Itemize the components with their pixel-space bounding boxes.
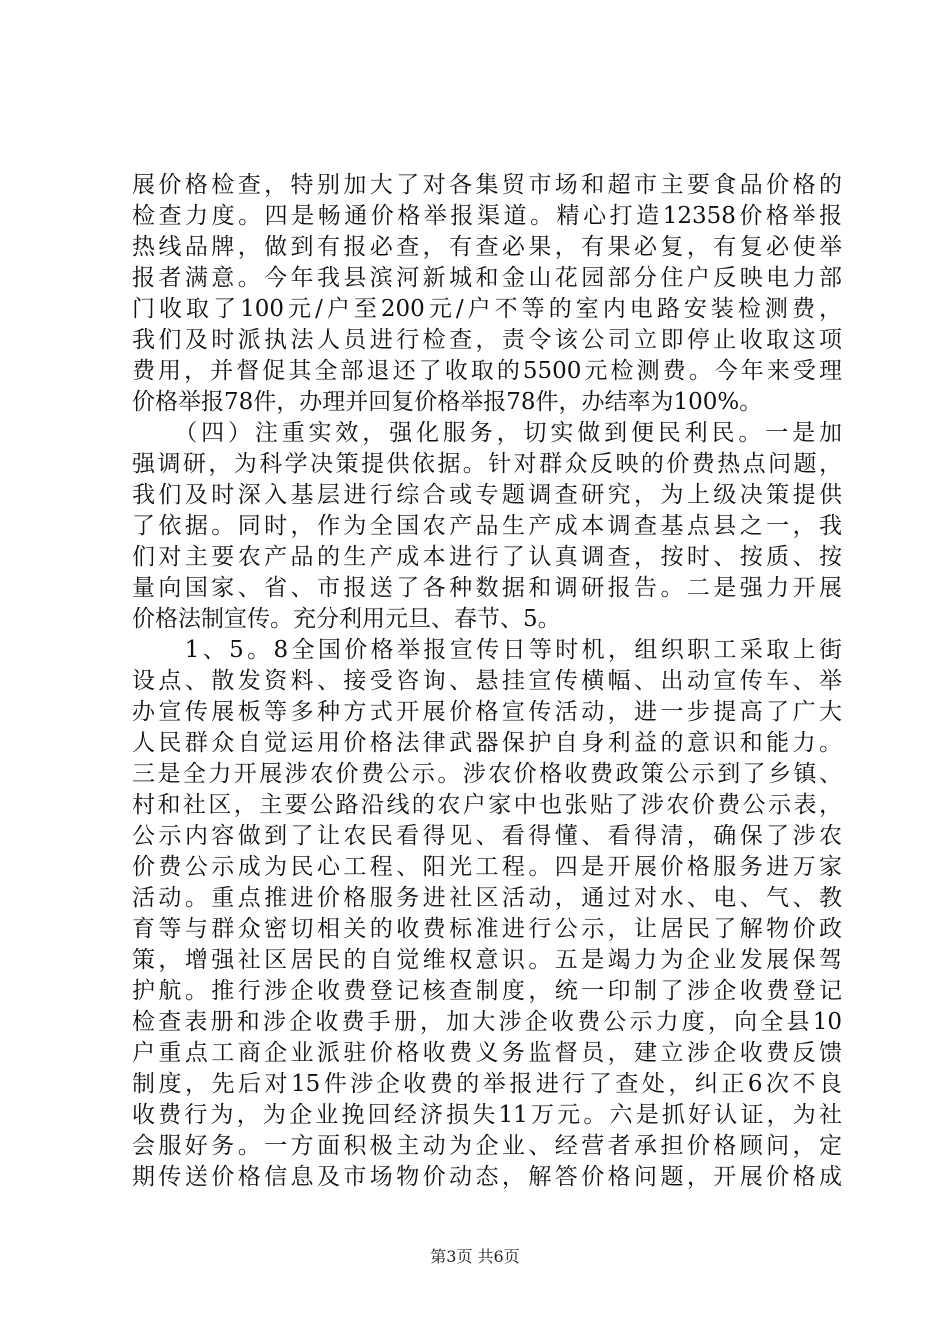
text-line: 热线品牌，做到有报必查，有查必果，有果必复，有复必使举: [132, 234, 842, 260]
text-line: 设点、散发资料、接受咨询、悬挂宣传横幅、出动宣传车、举: [132, 668, 842, 694]
text-line: 公示内容做到了让农民看得见、看得懂、看得清，确保了涉农: [132, 823, 842, 849]
text-line: 收费行为，为企业挽回经济损失11万元。六是抓好认证，为社: [132, 1102, 842, 1128]
text-line: 展价格检查，特别加大了对各集贸市场和超市主要食品价格的: [132, 172, 842, 198]
text-line: 门收取了100元/户至200元/户不等的室内电路安装检测费，: [132, 296, 842, 322]
text-line: 价费公示成为民心工程、阳光工程。四是开展价格服务进万家: [132, 854, 842, 880]
text-line: 我们及时派执法人员进行检查，责令该公司立即停止收取这项: [132, 327, 842, 353]
text-line: 策，增强社区居民的自觉维权意识。五是竭力为企业发展保驾: [132, 947, 842, 973]
text-line: 护航。推行涉企收费登记核查制度，统一印制了涉企收费登记: [132, 978, 842, 1004]
text-line: 期传送价格信息及市场物价动态，解答价格问题，开展价格成: [132, 1164, 842, 1190]
text-line: 三是全力开展涉农价费公示。涉农价格收费政策公示到了乡镇、: [132, 761, 842, 787]
body-text: [132, 170, 842, 1193]
text-line: 费用，并督促其全部退还了收取的5500元检测费。今年来受理: [132, 358, 842, 384]
text-line: 会服好务。一方面积极主动为企业、经营者承担价格顾问，定: [132, 1133, 842, 1159]
text-line: 们对主要农产品的生产成本进行了认真调查，按时、按质、按: [132, 544, 842, 570]
text-line: 活动。重点推进价格服务进社区活动，通过对水、电、气、教: [132, 885, 842, 911]
text-line: 检查力度。四是畅通价格举报渠道。精心打造12358价格举报: [132, 203, 842, 229]
text-line: 了依据。同时，作为全国农产品生产成本调查基点县之一，我: [132, 513, 842, 539]
text-line: 制度，先后对15件涉企收费的举报进行了查处，纠正6次不良: [132, 1071, 842, 1097]
text-line: 村和社区，主要公路沿线的农户家中也张贴了涉农价费公示表，: [132, 792, 842, 818]
text-line: 户重点工商企业派驻价格收费义务监督员，建立涉企收费反馈: [132, 1040, 842, 1066]
text-line: 检查表册和涉企收费手册，加大涉企收费公示力度，向全县10: [132, 1009, 842, 1035]
text-line: 量向国家、省、市报送了各种数据和调研报告。二是强力开展: [132, 575, 842, 601]
text-line: 价格法制宣传。充分利用元旦、春节、5。: [132, 606, 561, 632]
text-line: 1、5。8全国价格举报宣传日等时机，组织职工采取上街: [132, 637, 842, 663]
text-line: （四）注重实效，强化服务，切实做到便民利民。一是加: [132, 420, 842, 446]
text-line: 报者满意。今年我县滨河新城和金山花园部分住户反映电力部: [132, 265, 842, 291]
text-line: 价格举报78件，办理并回复价格举报78件，办结率为100%。: [132, 389, 763, 415]
text-line: 办宣传展板等多种方式开展价格宣传活动，进一步提高了广大: [132, 699, 842, 725]
text-line: 我们及时深入基层进行综合或专题调查研究，为上级决策提供: [132, 482, 842, 508]
page-footer: 第3页 共6页: [430, 1247, 520, 1266]
text-line: 育等与群众密切相关的收费标准进行公示，让居民了解物价政: [132, 916, 842, 942]
text-line: 强调研，为科学决策提供依据。针对群众反映的价费热点问题，: [132, 451, 842, 477]
text-line: 人民群众自觉运用价格法律武器保护自身利益的意识和能力。: [132, 730, 842, 756]
